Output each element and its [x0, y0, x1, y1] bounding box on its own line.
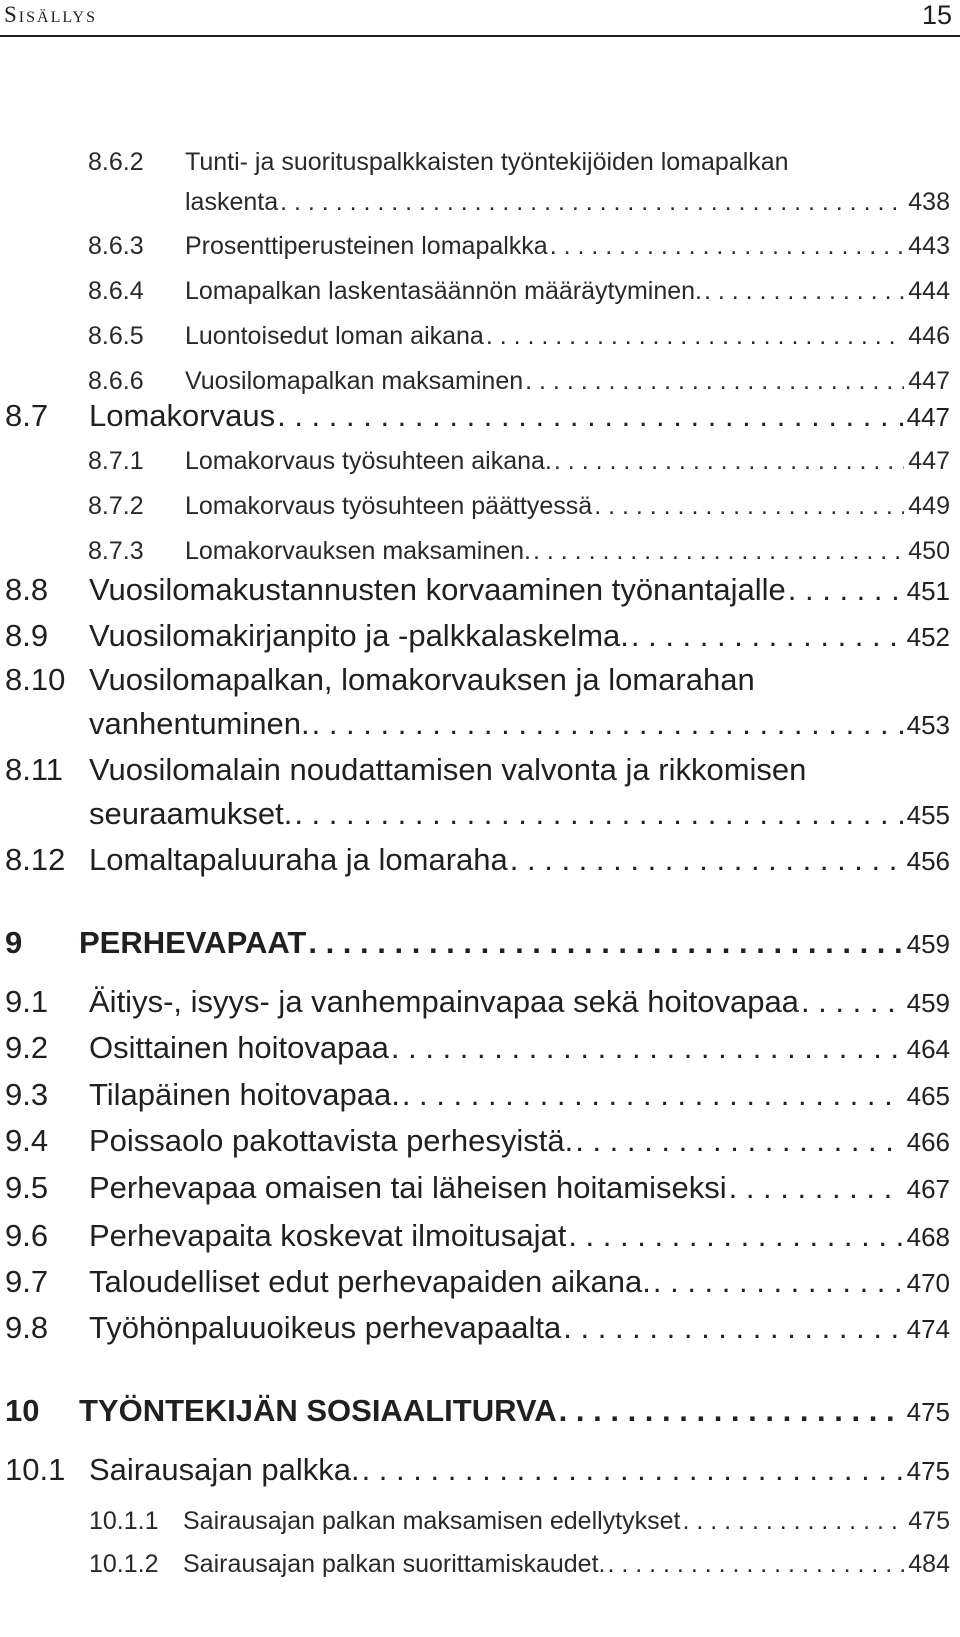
toc-entry-title — [89, 1073, 950, 1118]
toc-entry-number: 9.8 — [5, 1310, 49, 1345]
toc-entry-page: 468 — [906, 1222, 950, 1252]
dot-leader — [510, 838, 903, 882]
toc-entry-title-line: Luontoisedut loman aikana — [185, 322, 484, 350]
toc-entry-number: 9.6 — [5, 1218, 49, 1253]
toc-entry-title-line: Sairausajan palkka. — [89, 1452, 360, 1487]
toc-entry-page: 459 — [906, 988, 950, 1018]
toc-entry-page: 447 — [906, 402, 950, 432]
toc-entry-title-line: Lomaltapaluuraha ja lomaraha — [89, 842, 508, 877]
toc-entry-title — [185, 486, 950, 526]
toc-entry-title — [89, 1119, 950, 1164]
toc-entry-title-line: Lomakorvaus työsuhteen aikana. — [185, 447, 552, 475]
toc-entry-title-line: vanhentuminen. — [89, 706, 310, 741]
toc-entry-page: 470 — [906, 1268, 950, 1298]
toc-entry-title-line: Lomakorvaus — [89, 398, 276, 433]
toc-entry-number: 10.1 — [5, 1452, 66, 1487]
toc-entry-page: 475 — [906, 1456, 950, 1486]
dot-leader — [294, 792, 902, 836]
toc-entry-title-line: Vuosilomapalkan, lomakorvauksen ja lomarahan — [89, 662, 755, 697]
toc-entry-title-line: Työhönpaluuoikeus perhevapaalta — [89, 1310, 562, 1345]
toc-entry-number: 10.1.2 — [89, 1550, 159, 1578]
toc-entry-page: 456 — [906, 846, 950, 876]
toc-entry-page: 451 — [906, 576, 950, 606]
toc-entry-number: 8.11 — [5, 752, 64, 787]
toc-entry-title-line: Tilapäinen hoitovapaa. — [89, 1077, 400, 1112]
dot-leader — [607, 1544, 904, 1584]
toc-entry-title-line: Tunti- ja suorituspalkkaisten työntekijöiden lomapalkan — [185, 148, 789, 176]
toc-entry-title — [185, 316, 950, 356]
dot-leader — [402, 1073, 903, 1117]
toc-entry-number: 8.9 — [5, 618, 49, 653]
toc-entry-title-line: TYÖNTEKIJÄN SOSIAALITURVA — [79, 1393, 557, 1428]
toc-entry-title — [89, 394, 950, 439]
toc-entry-title — [89, 1026, 950, 1071]
dot-leader — [653, 1260, 903, 1304]
toc-entry-title — [185, 531, 950, 571]
toc-entry-page: 446 — [908, 322, 950, 350]
toc-entry-number: 9.3 — [5, 1077, 49, 1112]
toc-entry-number: 9.7 — [5, 1264, 49, 1299]
toc-entry-title — [185, 441, 950, 481]
toc-entry-page: 465 — [906, 1081, 950, 1111]
dot-leader — [533, 531, 904, 571]
dot-leader — [682, 1501, 904, 1541]
toc-entry-title — [89, 1306, 950, 1351]
toc-entry-title-line: PERHEVAPAAT — [79, 925, 307, 960]
toc-entry-number: 8.7.1 — [88, 447, 144, 475]
toc-entry-page: 466 — [906, 1127, 950, 1157]
toc-entry-page: 443 — [908, 232, 950, 260]
dot-leader — [554, 441, 904, 481]
dot-leader — [550, 226, 905, 266]
toc-entry-title-line: laskenta — [185, 188, 279, 216]
toc-entry-number: 9.2 — [5, 1030, 49, 1065]
toc-entry-number: 8.10 — [5, 662, 66, 697]
dot-leader — [568, 1214, 902, 1258]
toc-entry-title — [185, 226, 950, 266]
toc-entry-title — [89, 568, 950, 613]
toc-entry-title-line: Prosenttiperusteinen lomapalkka — [185, 232, 548, 260]
toc-entry-page: 464 — [906, 1034, 950, 1064]
toc-entry-number: 9 — [5, 925, 23, 960]
toc-entry-title — [79, 921, 950, 966]
toc-entry-title-line: Vuosilomapalkan maksaminen — [185, 367, 524, 395]
toc-entry-title-line: Lomakorvaus työsuhteen päättyessä — [185, 492, 593, 520]
toc-entry-title — [89, 838, 950, 883]
toc-entry-page: 453 — [906, 710, 950, 740]
toc-entry-title-line: Lomakorvauksen maksaminen. — [185, 537, 531, 565]
toc-entry-page: 467 — [906, 1174, 950, 1204]
dot-leader — [801, 980, 903, 1024]
toc-entry-page: 455 — [906, 800, 950, 830]
toc-entry-page: 450 — [908, 537, 950, 565]
page-number: 15 — [921, 0, 952, 30]
toc-entry-page: 475 — [906, 1397, 950, 1427]
toc-entry-title-line: Sairausajan palkan suorittamiskaudet. — [183, 1550, 606, 1578]
toc-entry-title — [185, 271, 950, 311]
toc-entry-title — [89, 748, 950, 837]
toc-entry-number: 8.12 — [5, 842, 66, 877]
toc-entry-number: 8.8 — [5, 572, 49, 607]
toc-entry-title — [183, 1501, 950, 1541]
toc-entry-title-line: Osittainen hoitovapaa — [89, 1030, 389, 1065]
dot-leader — [729, 1166, 903, 1210]
toc-entry-number: 10 — [5, 1393, 40, 1428]
toc-entry-title-line: Vuosilomakirjanpito ja -palkkalaskelma. — [89, 618, 629, 653]
toc-entry-title-line: Perhevapaa omaisen tai läheisen hoitamiseksi — [89, 1170, 727, 1205]
toc-entry-number: 9.5 — [5, 1170, 49, 1205]
dot-leader — [575, 1119, 902, 1163]
toc-entry-title-line: Taloudelliset edut perhevapaiden aikana. — [89, 1264, 651, 1299]
toc-entry-title — [89, 980, 950, 1025]
toc-entry-page: 459 — [906, 929, 950, 959]
toc-entry-title-line: Vuosilomalain noudattamisen valvonta ja rikkomisen — [89, 752, 807, 787]
toc-entry-title — [89, 1260, 950, 1305]
dot-leader — [704, 271, 904, 311]
toc-entry-title — [79, 1389, 950, 1434]
page-header — [0, 0, 960, 38]
toc-entry-page: 438 — [908, 188, 950, 216]
dot-leader — [362, 1448, 903, 1492]
toc-entry-number: 8.6.2 — [88, 148, 144, 176]
toc-entry-page: 444 — [908, 277, 950, 305]
dot-leader — [308, 921, 902, 965]
toc-entry-number: 8.6.4 — [88, 277, 144, 305]
dot-leader — [312, 702, 903, 746]
toc-entry-page: 447 — [908, 367, 950, 395]
toc-entry-title-line: Lomapalkan laskentasäännön määräytyminen. — [185, 277, 702, 305]
toc-entry-page: 474 — [906, 1314, 950, 1344]
toc-entry-title — [89, 1214, 950, 1259]
toc-entry-title-line: Poissaolo pakottavista perhesyistä. — [89, 1123, 574, 1158]
toc-entry-title-line: Sairausajan palkan maksamisen edellytykset — [183, 1507, 681, 1535]
toc-entry-number: 9.4 — [5, 1123, 49, 1158]
toc-entry-page: 452 — [906, 622, 950, 652]
toc-entry-title — [89, 614, 950, 659]
toc-entry-number: 8.7 — [5, 398, 49, 433]
dot-leader — [594, 486, 904, 526]
toc-entry-title — [183, 1544, 950, 1584]
toc-entry-title — [89, 658, 950, 747]
dot-leader — [563, 1306, 902, 1350]
toc-entry-page: 447 — [908, 447, 950, 475]
toc-entry-title-line: Vuosilomakustannusten korvaaminen työnantajalle — [89, 572, 786, 607]
dot-leader — [391, 1026, 903, 1070]
toc-entry-number: 10.1.1 — [89, 1507, 159, 1535]
toc-entry-title — [89, 1166, 950, 1211]
dot-leader — [559, 1389, 903, 1433]
toc-entry-title-line: Perhevapaita koskevat ilmoitusajat — [89, 1218, 567, 1253]
toc-entry-number: 8.6.3 — [88, 232, 144, 260]
header-rule — [0, 35, 960, 37]
dot-leader — [788, 568, 903, 612]
toc-entry-number: 9.1 — [5, 984, 49, 1019]
toc-entry-page: 484 — [908, 1550, 950, 1578]
toc-entry-number: 8.7.3 — [88, 537, 144, 565]
running-section-title: Sisällys — [4, 2, 97, 27]
dot-leader — [631, 614, 903, 658]
toc-entry-title-line: seuraamukset. — [89, 796, 293, 831]
dot-leader — [280, 182, 904, 222]
toc-entry-number: 8.6.5 — [88, 322, 144, 350]
toc-entry-page: 449 — [908, 492, 950, 520]
toc-entry-page: 475 — [908, 1507, 950, 1535]
dot-leader — [486, 316, 904, 356]
toc-entry-number: 8.6.6 — [88, 367, 144, 395]
toc-entry-title-line: Äitiys-, isyys- ja vanhempainvapaa sekä hoitovapaa — [89, 984, 799, 1019]
dot-leader — [277, 394, 903, 438]
toc-entry-number: 8.7.2 — [88, 492, 144, 520]
toc-entry-title — [185, 142, 950, 222]
toc-entry-title — [89, 1448, 950, 1493]
